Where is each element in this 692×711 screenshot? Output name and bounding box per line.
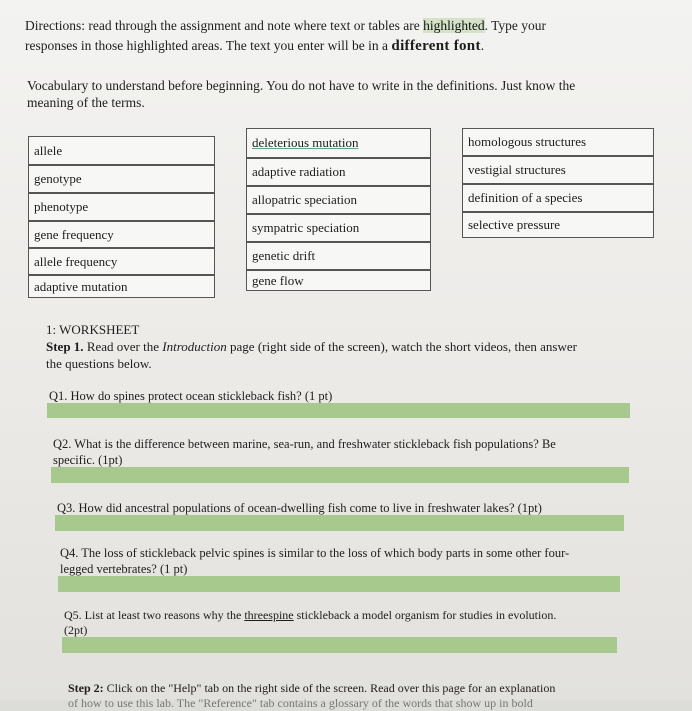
question-5-line-2: (2pt) [64,623,88,637]
vocab-cell: phenotype [28,193,215,221]
question-3: Q3. How did ancestral populations of ocean-dwelling fish come to live in freshwater lakes? (1pt) [57,501,542,515]
answer-field-q1[interactable] [47,403,630,418]
highlighted-word: highlighted [423,18,485,33]
vocab-intro-line-2: meaning of the terms. [27,95,145,110]
vocab-cell: vestigial structures [462,156,654,184]
vocab-cell: adaptive radiation [246,158,431,186]
question-2-line-1: Q2. What is the difference between marine, sea-run, and freshwater stickleback fish populations? Be [53,437,556,451]
vocab-cell: gene frequency [28,221,215,248]
step2-line-2: of how to use this lab. The "Reference" tab contains a glossary of the words that show up in bold [68,696,533,710]
directions-line-2: responses in those highlighted areas. The text you enter will be in a different font. [25,38,485,54]
vocab-cell: homologous structures [462,128,654,156]
vocab-cell: genetic drift [246,242,431,270]
answer-field-q2[interactable] [51,467,629,483]
vocab-cell: allele frequency [28,248,215,275]
different-font-text: different font [391,38,481,54]
answer-field-q4[interactable] [58,576,620,592]
vocab-cell: allopatric speciation [246,186,431,214]
vocab-intro-line-1: Vocabulary to understand before beginning. You do not have to write in the definitions. Just know the [27,78,576,93]
vocab-cell: deleterious mutation [246,128,431,158]
answer-field-q5[interactable] [62,637,617,653]
vocab-cell: definition of a species [462,184,654,212]
step1-line-2: the questions below. [46,356,152,371]
vocab-cell: adaptive mutation [28,275,215,298]
step1-line-1: Step 1. Read over the Introduction page (right side of the screen), watch the short videos, then answer [46,339,577,354]
vocab-cell: gene flow [246,270,431,291]
vocab-cell: genotype [28,165,215,193]
question-5-line-1: Q5. List at least two reasons why the threespine stickleback a model organism for studies in evolution. [64,608,557,622]
question-4-line-1: Q4. The loss of stickleback pelvic spines is similar to the loss of which body parts in some other four- [60,546,570,560]
question-1: Q1. How do spines protect ocean stickleback fish? (1 pt) [49,389,333,403]
question-4-line-2: legged vertebrates? (1 pt) [60,562,188,576]
directions-line-1: Directions: read through the assignment and note where text or tables are highlighted. Type your [25,18,547,33]
answer-field-q3[interactable] [55,515,624,531]
worksheet-title: 1: WORKSHEET [46,322,140,337]
question-2-line-2: specific. (1pt) [53,453,123,467]
vocab-cell: allele [28,136,215,165]
vocab-cell: selective pressure [462,212,654,238]
step2-line-1: Step 2: Click on the "Help" tab on the right side of the screen. Read over this page for an explanation [68,681,556,695]
vocab-cell: sympatric speciation [246,214,431,242]
